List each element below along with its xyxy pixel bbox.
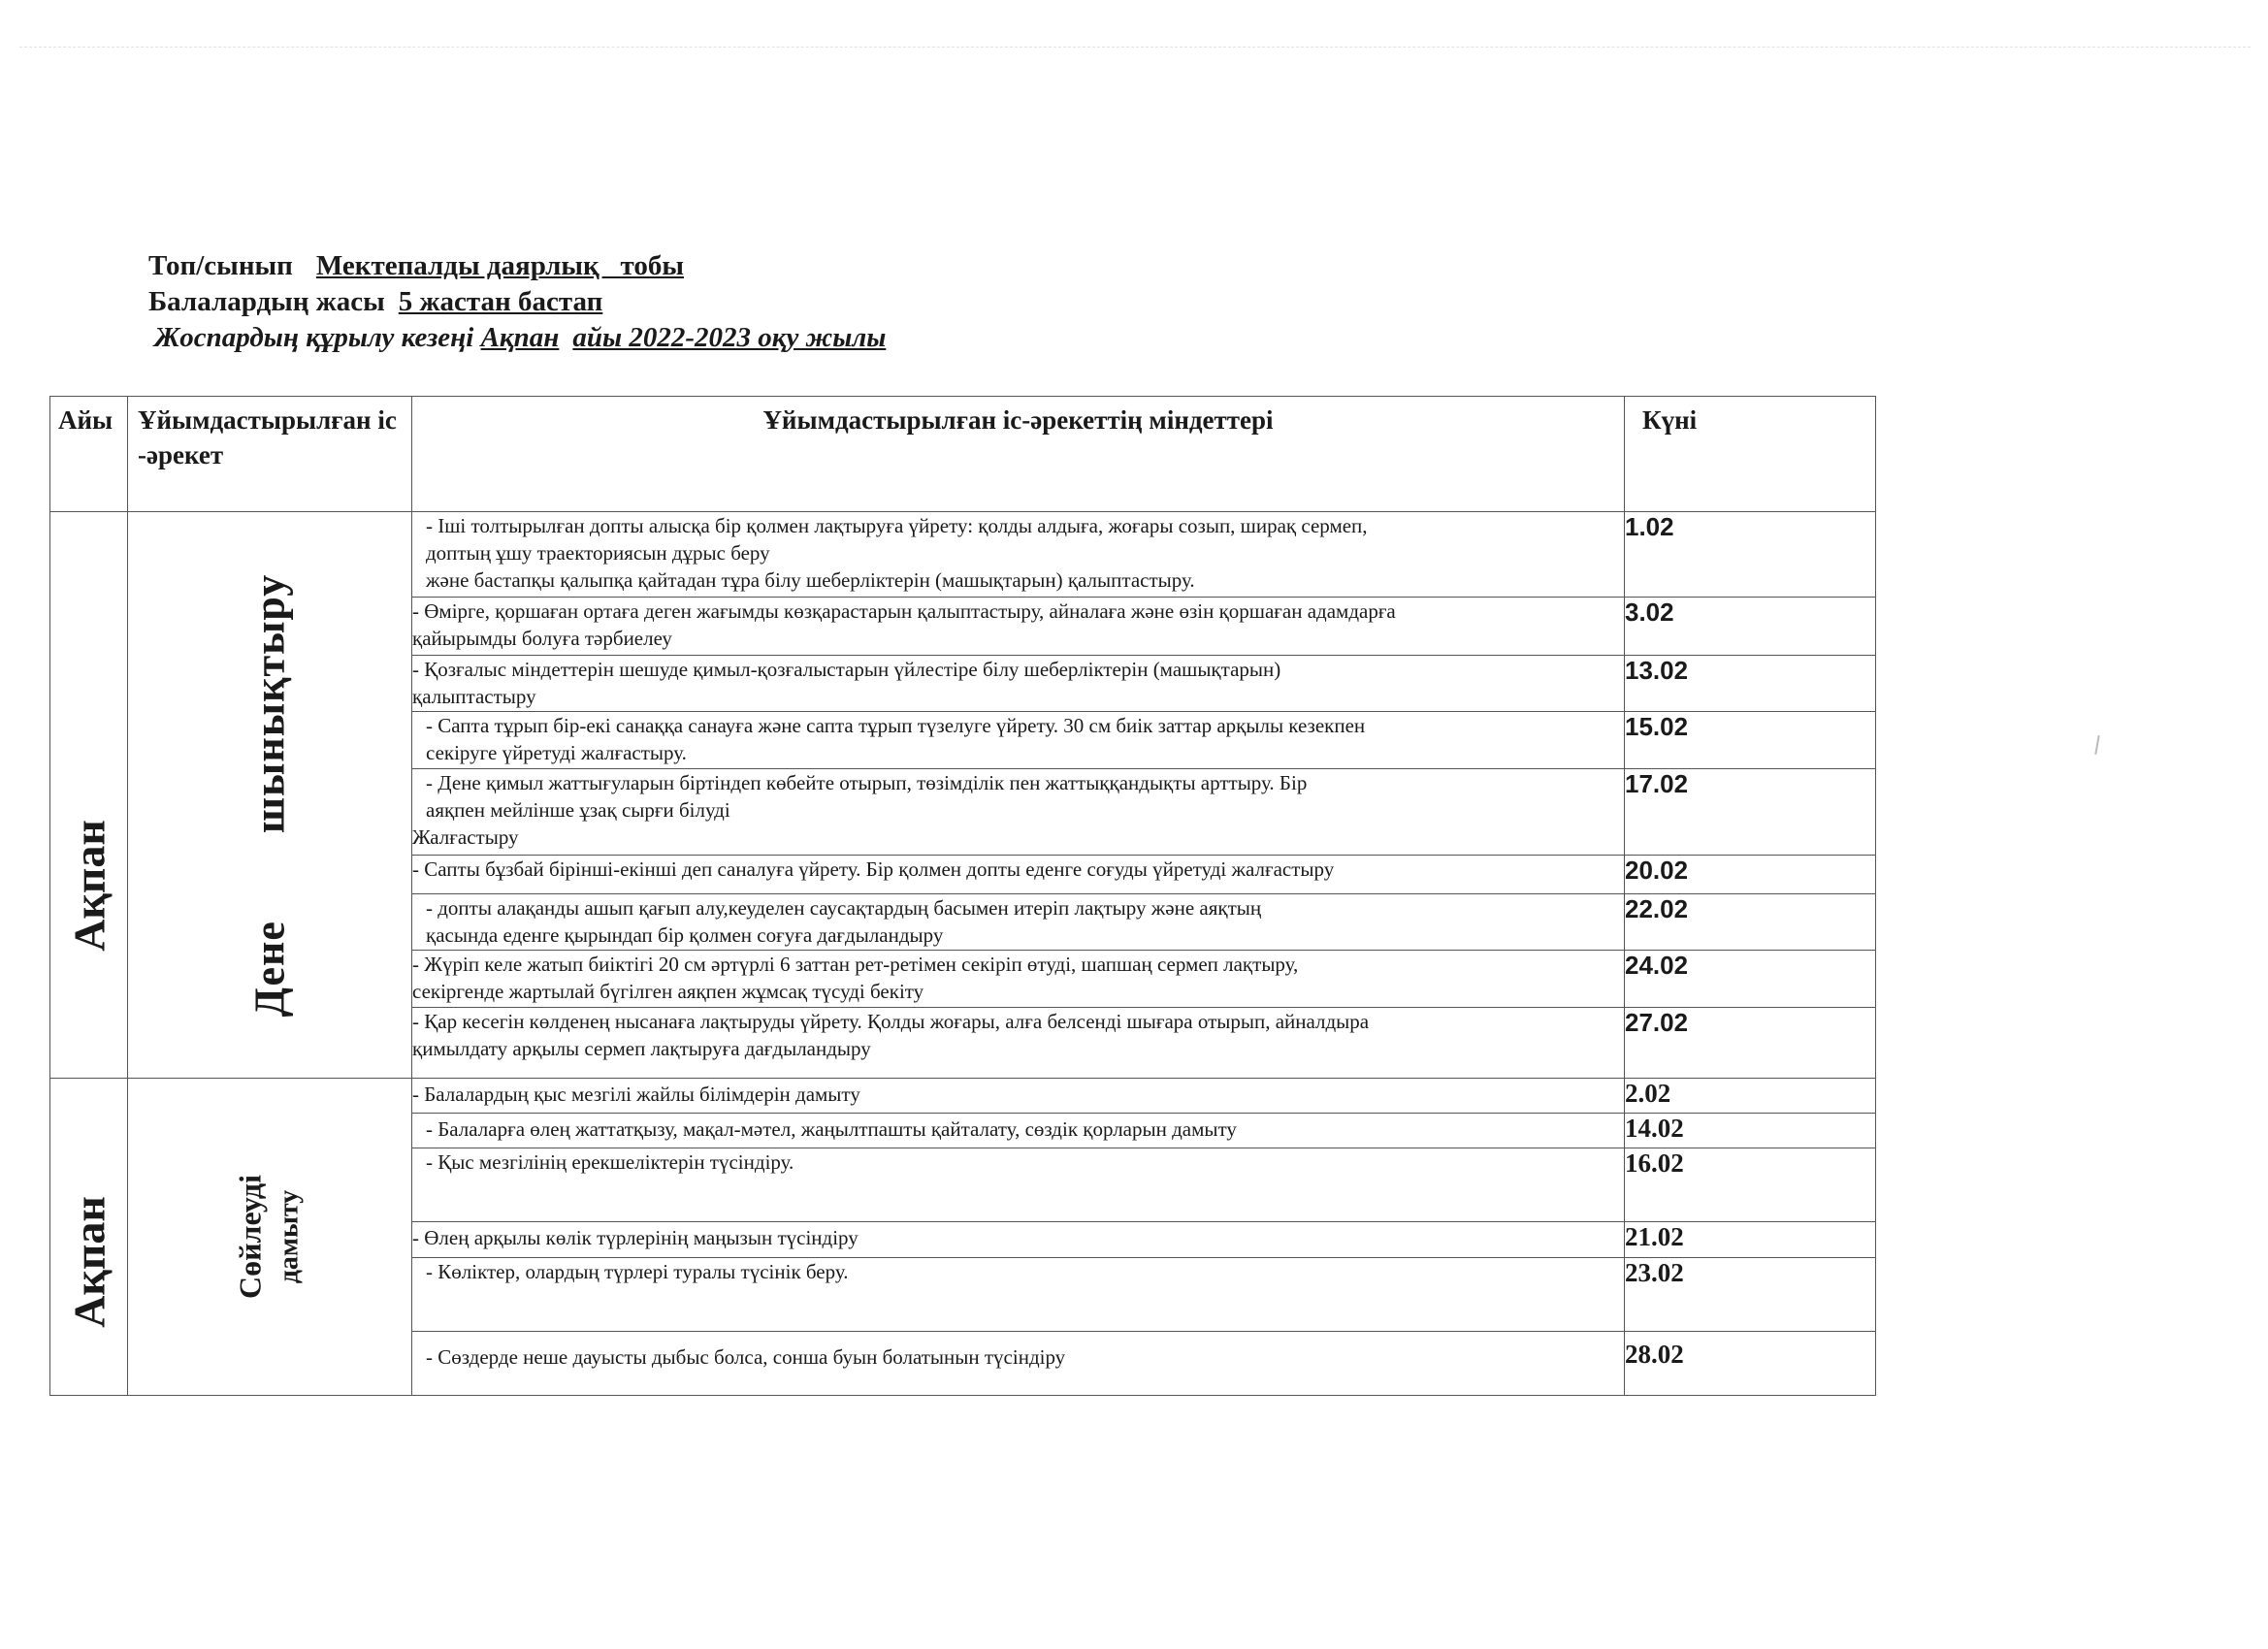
- col-tasks-header: Ұйымдастырылған іс-әрекеттің міндеттері: [412, 397, 1625, 512]
- task-cell: - Іші толтырылған допты алысқа бір қолмен лақтыруға үйрету: қолды алдыға, жоғары созып, ширақ сермеп, доптың ұшу траекториясын дұрыс беру және бастапқы қалыпқа қайтадан тұра білу шеберліктерін (машықтарын) қалыптастыру.: [412, 512, 1625, 598]
- task-cell: - Қозғалыс міндеттерін шешуде қимыл-қозғалыстарын үйлестіре білу шеберліктерін (машықтарын) қалыптастыру: [412, 656, 1625, 712]
- period-row: [148, 320, 886, 356]
- table-row: [50, 1079, 1876, 1114]
- task-cell: - Жүріп келе жатып биіктігі 20 см әртүрлі 6 заттан рет-ретімен секіріп өтуді, шапшаң сермеп лақтыру, секіргенде жартылай бүгілген аяқпен жұмсақ түсуді бекіту: [412, 951, 1625, 1008]
- date-cell: 16.02: [1625, 1148, 1876, 1222]
- date-cell: 23.02: [1625, 1258, 1876, 1332]
- period-rest: айы 2022-2023 оқу жылы: [572, 322, 887, 353]
- task-cell: - допты алақанды ашып қағып алу,кеуделен саусақтардың басымен итеріп лақтыру және аяқтың қасында еденге қырындап бір қолмен соғуға дағдыландыру: [412, 894, 1625, 951]
- date-cell: 14.02: [1625, 1114, 1876, 1148]
- section1-activity-cell: [128, 512, 412, 1079]
- date-cell: 1.02: [1625, 512, 1876, 598]
- group-row: [148, 248, 886, 284]
- section1-month: Ақпан: [64, 819, 113, 952]
- task-cell: - Қар кесегін көлденең нысанаға лақтыруды үйрету. Қолды жоғары, алға белсенді шығара отырып, айналдыра қимылдату арқылы сермеп лақтыруға дағдыландыру: [412, 1008, 1625, 1079]
- date-cell: 28.02: [1625, 1332, 1876, 1396]
- task-cell: - Өмірге, қоршаған ортаға деген жағымды көзқарастарын қалыптастыру, айналаға және өзін қоршаған адамдарға қайырымды болуға тәрбиелеу: [412, 598, 1625, 656]
- age-label: Балалардың жасы: [148, 286, 385, 317]
- period-month: Ақпан: [480, 322, 560, 353]
- col-date-header: Күні: [1625, 397, 1876, 512]
- section2-month-cell: [50, 1079, 128, 1396]
- task-cell: - Балаларға өлең жаттатқызу, мақал-мәтел, жаңылтпашты қайталату, сөздік қорларын дамыту: [412, 1114, 1625, 1148]
- age-value: 5 жастан бастап: [398, 286, 603, 317]
- date-cell: 2.02: [1625, 1079, 1876, 1114]
- section1-activity: Денешынықтыру: [245, 573, 294, 1017]
- document-header: [148, 248, 886, 356]
- date-cell: 13.02: [1625, 656, 1876, 712]
- date-cell: 3.02: [1625, 598, 1876, 656]
- section1-month-cell: [50, 512, 128, 1079]
- group-value: Мектепалды даярлық тобы: [315, 250, 685, 281]
- section2-activity-cell: [128, 1079, 412, 1396]
- date-cell: 24.02: [1625, 951, 1876, 1008]
- date-cell: 15.02: [1625, 712, 1876, 769]
- date-cell: 22.02: [1625, 894, 1876, 951]
- task-cell: - Дене қимыл жаттығуларын біртіндеп көбейте отырып, төзімділік пен жаттыққандықты арттыру. Бір аяқпен мейлінше ұзақ сырғи білуді Жалғастыру: [412, 769, 1625, 856]
- task-cell: - Өлең арқылы көлік түрлерінің маңызын түсіндіру: [412, 1222, 1625, 1258]
- age-row: [148, 284, 886, 320]
- task-cell: - Сөздерде неше дауысты дыбыс болса, сонша буын болатынын түсіндіру: [412, 1332, 1625, 1396]
- col-activity-header: Ұйымдастырылған іс-әрекет: [128, 397, 412, 512]
- task-cell: - Қыс мезгілінің ерекшеліктерін түсіндіру.: [412, 1148, 1625, 1222]
- table-header-row: [50, 397, 1876, 512]
- plan-table: [49, 396, 1876, 1396]
- section2-month: Ақпан: [64, 1196, 113, 1328]
- table-row: [50, 512, 1876, 598]
- task-cell: - Балалардың қыс мезгілі жайлы білімдерін дамыту: [412, 1079, 1625, 1114]
- scan-edge-line: [19, 47, 2251, 48]
- task-cell: - Көліктер, олардың түрлері туралы түсінік беру.: [412, 1258, 1625, 1332]
- group-label: Топ/сынып: [148, 250, 293, 281]
- col-month-header: Айы: [50, 397, 128, 512]
- task-cell: - Сапты бұзбай бірінші-екінші деп саналуға үйрету. Бір қолмен допты еденге соғуды үйретуді жалғастыру: [412, 856, 1625, 894]
- scan-mark: [2094, 735, 2099, 755]
- section2-activity: Сөйлеуді дамыту: [232, 1175, 305, 1299]
- task-cell: - Сапта тұрып бір-екі санаққа санауға және сапта тұрып түзелуге үйрету. 30 см биік заттар арқылы кезекпен секіруге үйретуді жалғастыру.: [412, 712, 1625, 769]
- date-cell: 20.02: [1625, 856, 1876, 894]
- date-cell: 21.02: [1625, 1222, 1876, 1258]
- date-cell: 27.02: [1625, 1008, 1876, 1079]
- date-cell: 17.02: [1625, 769, 1876, 856]
- period-label: Жоспардың құрылу кезеңі: [154, 322, 474, 353]
